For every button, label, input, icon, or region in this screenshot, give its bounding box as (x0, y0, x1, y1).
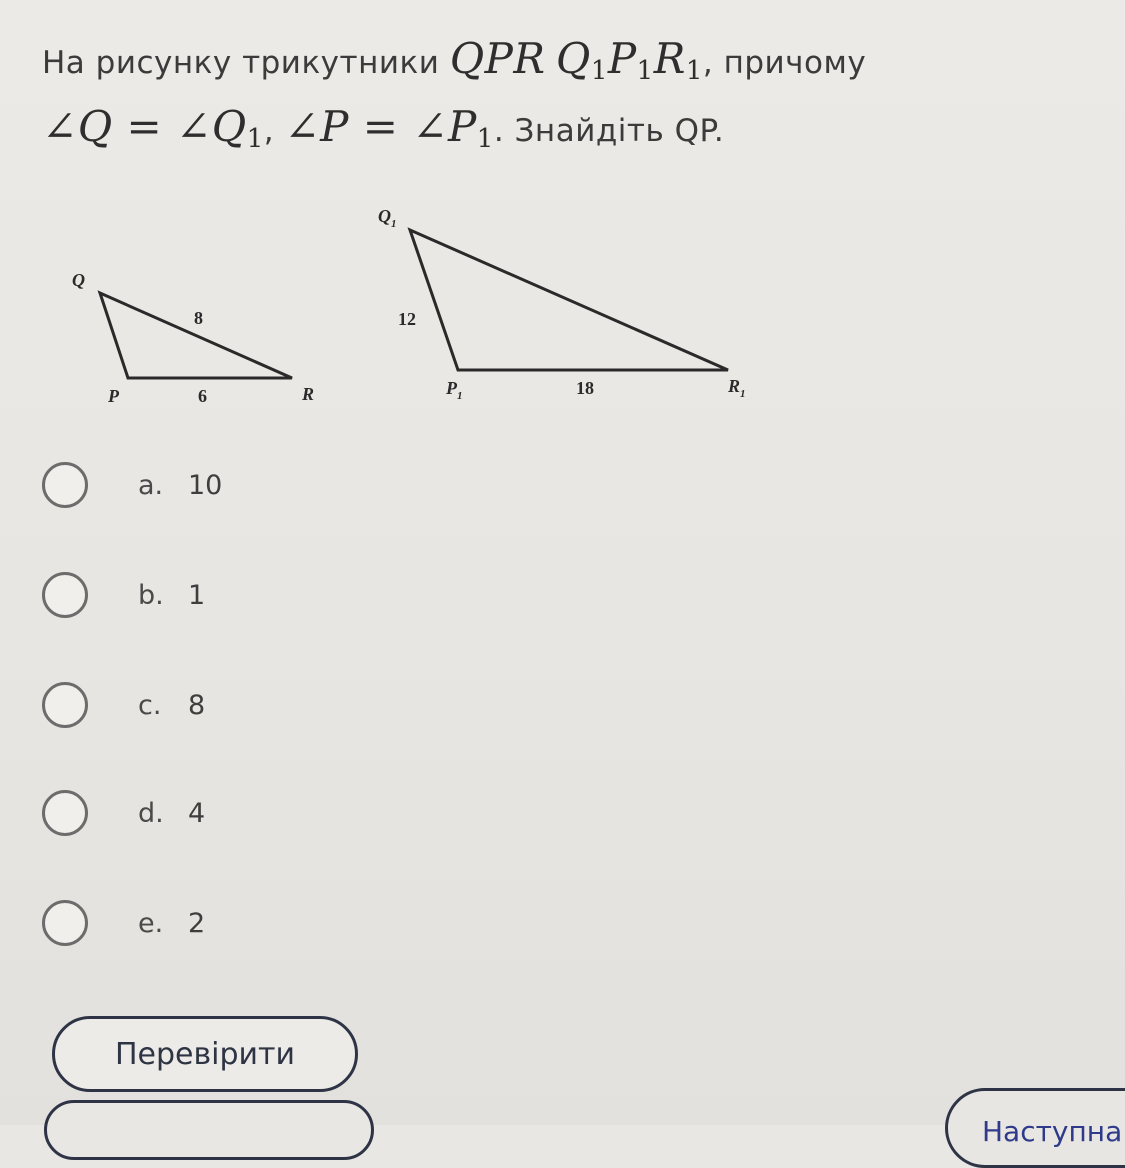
radio-button[interactable] (42, 900, 88, 946)
vertex-r-label: R (302, 384, 315, 404)
option-letter: b. (138, 579, 164, 611)
triangles-figure (0, 180, 820, 420)
option-a[interactable] (42, 455, 222, 515)
question-intro: На рисунку трикутники (42, 45, 450, 81)
option-c[interactable] (42, 675, 205, 735)
option-letter: a. (138, 469, 164, 501)
secondary-button[interactable] (44, 1100, 374, 1160)
triangle-q1p1r1-name: $Q_1P_1R_1$ (555, 34, 703, 86)
radio-button[interactable] (42, 572, 88, 618)
triangle-qpr-name: QPR (449, 34, 546, 83)
question-line-2 (42, 102, 724, 154)
vertex-p-label: P (108, 386, 119, 406)
option-letter: d. (138, 797, 164, 829)
triangle-qpr (100, 293, 292, 378)
check-button-label: Перевірити (114, 1036, 296, 1072)
question-line-1 (42, 34, 866, 86)
option-b[interactable] (42, 565, 205, 625)
option-value: 8 (188, 689, 206, 721)
radio-button[interactable] (42, 682, 88, 728)
option-letter: c. (138, 689, 162, 721)
check-button[interactable] (52, 1016, 358, 1092)
next-button-label: Наступна (982, 1115, 1123, 1148)
triangle-q1p1r1 (410, 230, 728, 370)
vertex-r1-label: $R_1$ (728, 376, 746, 400)
side-qr-label: 8 (194, 308, 203, 328)
vertex-p1-label: $P_1$ (446, 378, 463, 402)
option-value: 10 (188, 469, 223, 501)
question-condition-word: , причому (702, 45, 867, 81)
radio-button[interactable] (42, 790, 88, 836)
option-value: 2 (188, 907, 206, 939)
side-p1r1-label: 18 (576, 378, 594, 398)
option-d[interactable] (42, 783, 205, 843)
vertex-q-label: Q (72, 270, 85, 290)
question-find-text: . Знайдіть QP. (493, 113, 725, 149)
vertex-q1-label: $Q_1$ (378, 206, 397, 230)
angle-equality-q: ∠Q = $\angle Q_1$ (42, 102, 264, 154)
side-q1p1-label: 12 (398, 309, 416, 329)
option-value: 4 (188, 797, 206, 829)
comma-separator: , (263, 113, 285, 149)
angle-equality-p: ∠P = $\angle P_1$ (284, 102, 494, 154)
option-letter: e. (138, 907, 164, 939)
side-pr-label: 6 (198, 386, 207, 406)
option-e[interactable] (42, 893, 205, 953)
next-button[interactable] (945, 1088, 1125, 1168)
option-value: 1 (188, 579, 206, 611)
radio-button[interactable] (42, 462, 88, 508)
